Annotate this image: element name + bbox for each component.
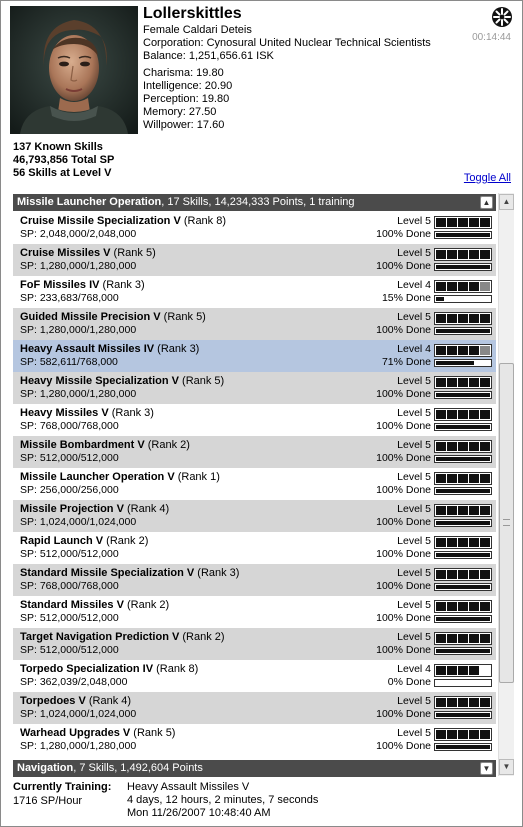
skill-rank: (Rank 3) xyxy=(154,343,200,355)
skill-rank: (Rank 4) xyxy=(85,695,132,707)
skill-list xyxy=(13,212,496,756)
level-box xyxy=(469,378,479,387)
skill-progress-bar xyxy=(434,391,492,399)
level-boxes xyxy=(434,408,492,421)
level-box xyxy=(447,346,457,355)
character-corporation: Corporation: Cynosural United Nuclear Technical Scientists xyxy=(143,37,431,49)
level-boxes xyxy=(434,376,492,389)
level-box xyxy=(447,570,457,579)
skill-percent-done: 100% Done xyxy=(376,516,431,528)
level-box xyxy=(469,282,479,291)
skill-title: Heavy Missiles V xyxy=(20,407,109,419)
level-box xyxy=(480,474,490,483)
skill-title: Heavy Missile Specialization V xyxy=(20,375,179,387)
level-boxes xyxy=(434,472,492,485)
skill-level: Level 5 xyxy=(397,695,431,707)
skill-progress-bar xyxy=(434,295,492,303)
level-boxes xyxy=(434,600,492,613)
level-boxes xyxy=(434,248,492,261)
skill-percent-done: 100% Done xyxy=(376,548,431,560)
skill-sp: SP: 1,280,000/1,280,000 xyxy=(20,324,137,336)
skill-progress-fill xyxy=(436,713,490,717)
skill-row[interactable] xyxy=(13,212,496,244)
level-box xyxy=(447,410,457,419)
level-boxes xyxy=(434,216,492,229)
level-box xyxy=(480,250,490,259)
level-box xyxy=(458,250,468,259)
skill-progress-fill xyxy=(436,521,490,525)
skill-name xyxy=(20,247,156,259)
level-boxes xyxy=(434,568,492,581)
level-box xyxy=(458,442,468,451)
level-box xyxy=(480,442,490,451)
skill-title: Target Navigation Prediction V xyxy=(20,631,180,643)
level-box xyxy=(447,378,457,387)
skill-level: Level 5 xyxy=(397,407,431,419)
skill-title: Standard Missiles V xyxy=(20,599,124,611)
level-box xyxy=(447,218,457,227)
skill-level: Level 5 xyxy=(397,215,431,227)
skill-sp: SP: 582,611/768,000 xyxy=(20,356,118,368)
attribute-memory: Memory: 27.50 xyxy=(143,106,217,118)
skill-progress-bar xyxy=(434,743,492,751)
level-box xyxy=(480,218,490,227)
training-info xyxy=(127,781,318,820)
group-header-missile-launcher-operation[interactable] xyxy=(13,194,496,211)
level-box xyxy=(480,506,490,515)
skill-progress-fill xyxy=(436,297,444,301)
skill-progress-bar xyxy=(434,615,492,623)
attribute-intelligence: Intelligence: 20.90 xyxy=(143,80,233,92)
skill-progress-bar xyxy=(434,327,492,335)
skill-level: Level 5 xyxy=(397,599,431,611)
skill-name xyxy=(20,599,169,611)
skill-progress-bar xyxy=(434,551,492,559)
attribute-perception: Perception: 19.80 xyxy=(143,93,230,105)
skill-title: Cruise Missile Specialization V xyxy=(20,215,181,227)
level-box xyxy=(436,730,446,739)
skill-title: Guided Missile Precision V xyxy=(20,311,161,323)
skill-sp: SP: 233,683/768,000 xyxy=(20,292,119,304)
skill-level: Level 4 xyxy=(397,343,431,355)
skill-name xyxy=(20,343,199,355)
skill-rank: (Rank 2) xyxy=(123,599,170,611)
level-box xyxy=(436,602,446,611)
level-box xyxy=(480,634,490,643)
level-box xyxy=(458,506,468,515)
skill-level: Level 5 xyxy=(397,247,431,259)
skill-progress-fill xyxy=(436,489,490,493)
skill-sp: SP: 362,039/2,048,000 xyxy=(20,676,128,688)
skill-progress-bar xyxy=(434,583,492,591)
attribute-charisma: Charisma: 19.80 xyxy=(143,67,224,79)
level-box xyxy=(436,250,446,259)
skill-rank: (Rank 1) xyxy=(174,471,220,483)
level-box xyxy=(469,570,479,579)
skill-title: Missile Bombardment V xyxy=(20,439,145,451)
skill-percent-done: 100% Done xyxy=(376,420,431,432)
skill-row[interactable] xyxy=(13,692,496,724)
skill-summary xyxy=(13,141,114,180)
double-chevron-down-icon[interactable]: ▼ xyxy=(480,762,493,775)
training-skill: Heavy Assault Missiles V xyxy=(127,781,250,793)
skill-name xyxy=(20,567,239,579)
level-box xyxy=(458,218,468,227)
level-boxes xyxy=(434,664,492,677)
level-box xyxy=(436,474,446,483)
skill-level: Level 5 xyxy=(397,375,431,387)
level-box xyxy=(436,442,446,451)
level-box xyxy=(436,378,446,387)
skill-percent-done: 71% Done xyxy=(381,356,431,368)
level-box xyxy=(447,730,457,739)
level-boxes xyxy=(434,312,492,325)
skill-progress-fill xyxy=(436,393,490,397)
skill-progress-bar xyxy=(434,679,492,687)
level-box xyxy=(469,538,479,547)
known-skills-count: 137 Known Skills xyxy=(13,141,103,153)
skill-progress-fill xyxy=(436,265,490,269)
skill-name xyxy=(20,407,154,419)
level-box xyxy=(469,346,479,355)
skill-percent-done: 100% Done xyxy=(376,708,431,720)
skill-title: FoF Missiles IV xyxy=(20,279,100,291)
level-box xyxy=(469,666,479,675)
level-box xyxy=(469,474,479,483)
skill-sp: SP: 512,000/512,000 xyxy=(20,548,119,560)
skill-row[interactable] xyxy=(13,660,496,692)
skill-rank: (Rank 2) xyxy=(179,631,225,643)
skill-rank: (Rank 3) xyxy=(99,279,145,291)
group-name: Navigation xyxy=(17,762,74,774)
skill-progress-bar xyxy=(434,359,492,367)
scrollbar-thumb[interactable] xyxy=(499,363,514,683)
skill-rank: (Rank 8) xyxy=(180,215,227,227)
level-box xyxy=(447,474,457,483)
attribute-willpower: Willpower: 17.60 xyxy=(143,119,225,131)
skill-sp: SP: 768,000/768,000 xyxy=(20,580,119,592)
level-box xyxy=(458,570,468,579)
level-box xyxy=(480,602,490,611)
level-box xyxy=(436,410,446,419)
skill-sp: SP: 1,280,000/1,280,000 xyxy=(20,388,137,400)
level-box xyxy=(447,602,457,611)
skill-name xyxy=(20,311,206,323)
skill-sp: SP: 1,024,000/1,024,000 xyxy=(20,708,137,720)
skill-name xyxy=(20,663,198,675)
skill-percent-done: 15% Done xyxy=(381,292,431,304)
skill-sp: SP: 512,000/512,000 xyxy=(20,612,119,624)
level-box xyxy=(436,538,446,547)
skill-rank: (Rank 3) xyxy=(108,407,154,419)
skill-title: Heavy Assault Missiles IV xyxy=(20,343,155,355)
total-sp: 46,793,856 Total SP xyxy=(13,154,115,166)
skill-sp: SP: 256,000/256,000 xyxy=(20,484,119,496)
level-box xyxy=(458,666,468,675)
skill-progress-fill xyxy=(436,361,474,365)
skill-row[interactable] xyxy=(13,564,496,596)
skill-title: Warhead Upgrades V xyxy=(20,727,131,739)
level-boxes xyxy=(434,280,492,293)
level-box xyxy=(480,538,490,547)
level-box xyxy=(447,506,457,515)
skill-progress-bar xyxy=(434,455,492,463)
level-box xyxy=(447,250,457,259)
skill-row[interactable] xyxy=(13,500,496,532)
skill-percent-done: 100% Done xyxy=(376,228,431,240)
skill-progress-bar xyxy=(434,711,492,719)
level-box xyxy=(436,346,446,355)
level-box xyxy=(469,730,479,739)
skill-progress-fill xyxy=(436,649,490,653)
skill-rank: (Rank 3) xyxy=(194,567,240,579)
skill-rank: (Rank 5) xyxy=(160,311,206,323)
level-box xyxy=(480,730,490,739)
skill-percent-done: 0% Done xyxy=(387,676,431,688)
level-box xyxy=(469,314,479,323)
level-box xyxy=(458,538,468,547)
skill-name xyxy=(20,471,220,483)
skill-progress-bar xyxy=(434,647,492,655)
level-box xyxy=(436,506,446,515)
skill-row[interactable] xyxy=(13,628,496,660)
skill-row[interactable] xyxy=(13,532,496,564)
skill-row[interactable] xyxy=(13,436,496,468)
level-box xyxy=(469,506,479,515)
skill-rank: (Rank 5) xyxy=(130,727,176,739)
level-box xyxy=(436,218,446,227)
skill-name xyxy=(20,439,190,451)
level-box xyxy=(447,634,457,643)
skill-sp: SP: 768,000/768,000 xyxy=(20,420,119,432)
skill-percent-done: 100% Done xyxy=(376,324,431,336)
level-box xyxy=(447,442,457,451)
level-boxes xyxy=(434,632,492,645)
skill-progress-fill xyxy=(436,745,490,749)
level-box xyxy=(447,666,457,675)
level-box xyxy=(469,442,479,451)
skill-progress-bar xyxy=(434,519,492,527)
skill-title: Missile Launcher Operation V xyxy=(20,471,175,483)
currently-training-label: Currently Training: xyxy=(13,781,112,793)
level-box xyxy=(447,538,457,547)
skill-rank: (Rank 5) xyxy=(110,247,156,259)
skill-level: Level 5 xyxy=(397,503,431,515)
skill-title: Missile Projection V xyxy=(20,503,124,515)
skill-percent-done: 100% Done xyxy=(376,260,431,272)
skill-percent-done: 100% Done xyxy=(376,452,431,464)
level-box xyxy=(480,282,490,291)
level-box xyxy=(458,378,468,387)
level-box xyxy=(458,698,468,707)
level-box xyxy=(447,314,457,323)
skill-row[interactable] xyxy=(13,596,496,628)
skill-title: Standard Missile Specialization V xyxy=(20,567,195,579)
level-box xyxy=(480,346,490,355)
skill-percent-done: 100% Done xyxy=(376,644,431,656)
skill-progress-fill xyxy=(436,329,490,333)
skill-sp: SP: 1,024,000/1,024,000 xyxy=(20,516,137,528)
skill-level: Level 5 xyxy=(397,567,431,579)
character-balance: Balance: 1,251,656.61 ISK xyxy=(143,50,274,62)
training-remaining: 4 days, 12 hours, 2 minutes, 7 seconds xyxy=(127,794,319,806)
level-boxes xyxy=(434,728,492,741)
skill-progress-fill xyxy=(436,585,490,589)
skill-level: Level 4 xyxy=(397,279,431,291)
level-box xyxy=(458,634,468,643)
double-chevron-up-icon[interactable]: ▲ xyxy=(480,196,493,209)
skills-at-level-v: 56 Skills at Level V xyxy=(13,167,112,179)
skill-name xyxy=(20,535,148,547)
skill-title: Torpedoes V xyxy=(20,695,86,707)
group-name: Missile Launcher Operation xyxy=(17,196,162,208)
skill-row[interactable] xyxy=(13,244,496,276)
group-details: , 17 Skills, 14,234,333 Points, 1 training xyxy=(161,196,355,208)
level-box xyxy=(480,314,490,323)
level-box xyxy=(458,730,468,739)
skill-progress-fill xyxy=(436,617,490,621)
level-box xyxy=(469,634,479,643)
level-box xyxy=(458,346,468,355)
level-boxes xyxy=(434,696,492,709)
skill-percent-done: 100% Done xyxy=(376,740,431,752)
skill-sp: SP: 512,000/512,000 xyxy=(20,644,119,656)
update-timer: 00:14:44 xyxy=(472,32,511,43)
eve-logo-icon[interactable] xyxy=(491,6,513,28)
level-box xyxy=(436,666,446,675)
character-description: Female Caldari Deteis xyxy=(143,24,252,36)
skill-progress-fill xyxy=(436,457,490,461)
skill-percent-done: 100% Done xyxy=(376,580,431,592)
skill-rank: (Rank 8) xyxy=(153,663,199,675)
level-box xyxy=(447,282,457,291)
skill-title: Rapid Launch V xyxy=(20,535,104,547)
skill-row[interactable] xyxy=(13,724,496,756)
grip-icon xyxy=(503,519,510,526)
skill-percent-done: 100% Done xyxy=(376,484,431,496)
level-box xyxy=(469,698,479,707)
skill-percent-done: 100% Done xyxy=(376,388,431,400)
skill-level: Level 5 xyxy=(397,311,431,323)
level-box xyxy=(458,410,468,419)
level-boxes xyxy=(434,344,492,357)
scroll-down-icon[interactable]: ▼ xyxy=(499,759,514,775)
skill-progress-bar xyxy=(434,263,492,271)
level-boxes xyxy=(434,536,492,549)
skill-percent-done: 100% Done xyxy=(376,612,431,624)
level-box xyxy=(436,634,446,643)
skill-name xyxy=(20,279,145,291)
skill-progress-fill xyxy=(436,425,490,429)
skill-name xyxy=(20,503,169,515)
skill-sp: SP: 512,000/512,000 xyxy=(20,452,119,464)
skill-name xyxy=(20,695,131,707)
level-boxes xyxy=(434,504,492,517)
skill-progress-bar xyxy=(434,423,492,431)
training-completes: Mon 11/26/2007 10:48:40 AM xyxy=(127,807,271,819)
skill-progress-bar xyxy=(434,487,492,495)
skill-rank: (Rank 5) xyxy=(178,375,225,387)
skill-row[interactable] xyxy=(13,404,496,436)
level-box xyxy=(458,314,468,323)
skill-title: Torpedo Specialization IV xyxy=(20,663,154,675)
level-box xyxy=(469,218,479,227)
skill-sp: SP: 1,280,000/1,280,000 xyxy=(20,260,137,272)
skill-name xyxy=(20,631,225,643)
skill-rank: (Rank 2) xyxy=(144,439,190,451)
skill-rank: (Rank 4) xyxy=(123,503,170,515)
character-portrait xyxy=(10,6,138,134)
level-box xyxy=(469,410,479,419)
level-box xyxy=(469,602,479,611)
level-box xyxy=(436,570,446,579)
level-box xyxy=(480,666,490,675)
skill-row[interactable] xyxy=(13,372,496,404)
skill-level: Level 5 xyxy=(397,631,431,643)
level-box xyxy=(458,474,468,483)
skill-level: Level 4 xyxy=(397,663,431,675)
level-box xyxy=(469,250,479,259)
level-box xyxy=(436,282,446,291)
toggle-all-link[interactable]: Toggle All xyxy=(463,172,511,184)
skill-row[interactable] xyxy=(13,340,496,372)
skill-progress-fill xyxy=(436,553,490,557)
character-name: Lollerskittles xyxy=(143,5,242,22)
skill-sp: SP: 1,280,000/1,280,000 xyxy=(20,740,137,752)
skill-progress-fill xyxy=(436,233,490,237)
group-header-navigation[interactable] xyxy=(13,760,496,777)
skill-row[interactable] xyxy=(13,308,496,340)
skill-level: Level 5 xyxy=(397,439,431,451)
level-boxes xyxy=(434,440,492,453)
skill-row[interactable] xyxy=(13,468,496,500)
skill-name xyxy=(20,727,175,739)
level-box xyxy=(458,602,468,611)
skill-rank: (Rank 2) xyxy=(103,535,149,547)
skill-level: Level 5 xyxy=(397,727,431,739)
level-box xyxy=(436,314,446,323)
training-rate: 1716 SP/Hour xyxy=(13,795,83,807)
level-box xyxy=(458,282,468,291)
skill-title: Cruise Missiles V xyxy=(20,247,111,259)
scroll-up-icon[interactable]: ▲ xyxy=(499,194,514,210)
group-details: , 7 Skills, 1,492,604 Points xyxy=(73,762,203,774)
level-box xyxy=(436,698,446,707)
skill-name xyxy=(20,375,224,387)
level-box xyxy=(480,378,490,387)
skill-level: Level 5 xyxy=(397,471,431,483)
level-box xyxy=(480,410,490,419)
level-box xyxy=(480,570,490,579)
skill-name xyxy=(20,215,226,227)
skill-level: Level 5 xyxy=(397,535,431,547)
skill-progress-bar xyxy=(434,231,492,239)
skill-sp: SP: 2,048,000/2,048,000 xyxy=(20,228,137,240)
level-box xyxy=(447,698,457,707)
skill-row[interactable] xyxy=(13,276,496,308)
level-box xyxy=(480,698,490,707)
